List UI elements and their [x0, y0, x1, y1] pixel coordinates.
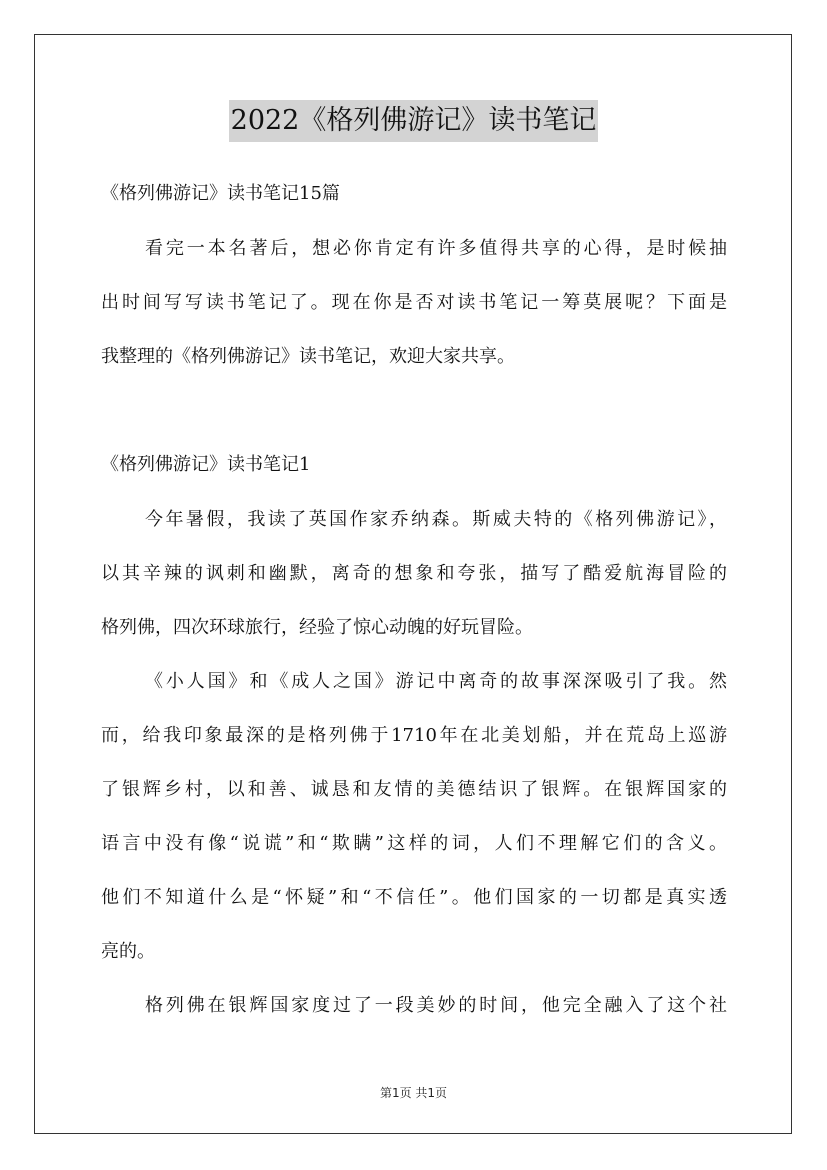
section-heading: 《格列佛游记》读书笔记1 — [101, 454, 311, 475]
paragraph-line: 而，给我印象最深的是格列佛于1710年在北美划船，并在荒岛上巡游 — [101, 725, 727, 746]
intro-line: 出时间写写读书笔记了。现在你是否对读书笔记一筹莫展呢？下面是 — [101, 292, 727, 313]
paragraph-line: 了银辉乡村，以和善、诚恳和友情的美德结识了银辉。在银辉国家的 — [101, 779, 727, 800]
paragraph-line: 语言中没有像“说谎”和“欺瞒”这样的词，人们不理解它们的含义。 — [101, 833, 727, 854]
paragraph-line: 以其辛辣的讽刺和幽默，离奇的想象和夸张，描写了酷爱航海冒险的 — [101, 563, 727, 584]
document-title: 2022《格列佛游记》读书笔记 — [229, 100, 599, 142]
intro-line: 我整理的《格列佛游记》读书笔记，欢迎大家共享。 — [101, 346, 515, 367]
paragraph-line: 《小人国》和《成人之国》游记中离奇的故事深深吸引了我。然 — [145, 671, 727, 692]
paragraph-line: 他们不知道什么是“怀疑”和“不信任”。他们国家的一切都是真实透 — [101, 887, 727, 908]
paragraph-line: 今年暑假，我读了英国作家乔纳森。斯威夫特的《格列佛游记》， — [145, 509, 727, 530]
paragraph-line: 格列佛在银辉国家度过了一段美妙的时间，他完全融入了这个社 — [145, 995, 727, 1016]
subtitle: 《格列佛游记》读书笔记15篇 — [101, 183, 340, 204]
intro-line: 看完一本名著后，想必你肯定有许多值得共享的心得，是时候抽 — [145, 238, 727, 259]
page-footer: 第1页 共1页 — [379, 1086, 448, 1100]
paragraph-line: 亮的。 — [101, 941, 155, 962]
paragraph-line: 格列佛，四次环球旅行，经验了惊心动魄的好玩冒险。 — [101, 617, 533, 638]
